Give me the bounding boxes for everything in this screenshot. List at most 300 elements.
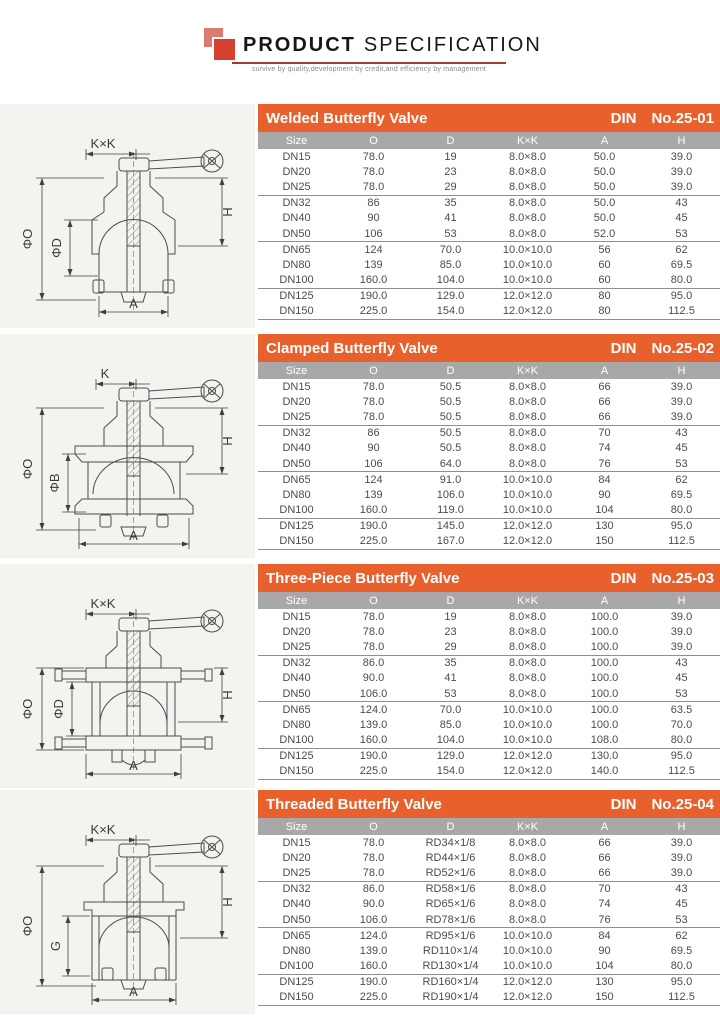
table-row [258, 912, 720, 928]
dim-label-width: A [129, 758, 138, 773]
table-cell: RD34×1/8 [425, 836, 476, 849]
table-row [258, 409, 720, 425]
table-title: Welded Butterfly Valve [266, 109, 428, 127]
table-title-bar [258, 104, 720, 132]
table-cell: 8.0×8.0 [508, 212, 546, 225]
table-cell: 8.0×8.0 [508, 672, 546, 685]
brand-tagline: survive by quality,development by credit,and efficiency by management [251, 66, 487, 73]
dim-label-inner: ΦB [47, 473, 62, 493]
dim-label-width: A [129, 528, 138, 543]
table-cell: 10.0×10.0 [489, 959, 566, 975]
table-cell: DN40 [282, 442, 311, 455]
table-cell: 106.0 [335, 686, 412, 702]
dim-label-width: A [129, 296, 138, 311]
table-cell: 69.5 [670, 944, 693, 957]
table-row [258, 748, 720, 764]
table-cell: RD160×1/4 [422, 976, 479, 989]
table-cell: 50.5 [412, 409, 489, 425]
table-title: Threaded Butterfly Valve [266, 795, 442, 813]
title-underline [232, 62, 506, 64]
brand-header [0, 24, 720, 88]
table-cell: 139 [364, 488, 383, 501]
table-row [258, 959, 720, 975]
table-cell: 50.0 [566, 179, 643, 195]
table-cell: DN100 [258, 959, 335, 975]
table-cell: 10.0×10.0 [502, 718, 553, 731]
table-cell: 45 [675, 442, 688, 455]
table-row [258, 164, 720, 179]
table-cell: DN40 [282, 672, 311, 685]
table-cell: 53 [643, 226, 720, 242]
table-cell: 160.0 [335, 959, 412, 975]
three-piece-valve-drawing [0, 564, 255, 788]
table-cell: 8.0×8.0 [508, 442, 546, 455]
table-cell: 10.0×10.0 [489, 273, 566, 289]
table-row [258, 609, 720, 624]
table-cell: 8.0×8.0 [489, 639, 566, 655]
table-cell: 29 [412, 639, 489, 655]
table-cell: DN25 [258, 639, 335, 655]
table-cell: 35 [444, 197, 457, 210]
table-title-bar [258, 334, 720, 362]
column-header: D [412, 362, 489, 379]
table-cell: 70.0 [670, 718, 693, 731]
table-title-bar [258, 790, 720, 818]
table-cell: 23 [444, 165, 457, 178]
standard-number: No.25-01 [651, 109, 714, 127]
table-cell: 39.0 [643, 865, 720, 881]
table-title: Clamped Butterfly Valve [266, 339, 438, 357]
table-cell: 8.0×8.0 [489, 865, 566, 881]
section-threaded [0, 790, 720, 1014]
table-cell: 66 [598, 380, 611, 393]
table-cell: 95.0 [670, 750, 693, 763]
dim-label-inner: G [48, 940, 63, 952]
table-cell: DN80 [282, 944, 311, 957]
table-cell: DN20 [282, 165, 311, 178]
table-cell: 70.0 [439, 243, 462, 256]
table-cell: 104.0 [412, 733, 489, 749]
table-cell: 39.0 [670, 150, 693, 163]
table-cell: 95.0 [670, 520, 693, 533]
table-cell: 53 [643, 912, 720, 928]
table-cell: 78.0 [335, 639, 412, 655]
table-row [258, 671, 720, 686]
table-row [258, 456, 720, 472]
dim-label-outer: ΦO [20, 698, 35, 720]
table-cell: DN125 [279, 290, 314, 303]
table-cell: 150 [566, 990, 643, 1006]
table-cell: 39.0 [670, 625, 693, 638]
table-cell: 39.0 [670, 380, 693, 393]
table-cell: 100.0 [590, 703, 619, 716]
table-row [258, 425, 720, 441]
table-cell: 112.5 [643, 304, 720, 320]
table-cell: DN150 [258, 304, 335, 320]
dim-label-kk: K×K [90, 136, 116, 151]
table-cell: 78.0 [335, 409, 412, 425]
dim-label-outer: ΦO [20, 228, 35, 250]
table-cell: 10.0×10.0 [502, 488, 553, 501]
table-cell: 50.5 [439, 380, 462, 393]
table-cell: RD44×1/6 [425, 851, 476, 864]
section-three-piece [0, 564, 720, 788]
table-cell: 56 [598, 243, 611, 256]
table-cell: DN65 [282, 703, 311, 716]
table-cell: 8.0×8.0 [489, 226, 566, 242]
column-header: H [643, 592, 720, 609]
page-title-primary: PRODUCT [243, 34, 356, 56]
table-row [258, 655, 720, 671]
threaded-valve-drawing [0, 790, 255, 1014]
table-cell: 10.0×10.0 [502, 243, 553, 256]
table-cell: 8.0×8.0 [508, 610, 546, 623]
table-cell: 225.0 [335, 534, 412, 550]
table-cell: RD95×1/6 [425, 929, 476, 942]
dim-label-height: H [220, 897, 235, 907]
table-row [258, 624, 720, 639]
table-cell: 8.0×8.0 [508, 898, 546, 911]
table-cell: 39.0 [670, 851, 693, 864]
spec-table-clamped [258, 362, 720, 550]
table-cell: 139.0 [359, 718, 388, 731]
table-row [258, 990, 720, 1006]
table-row [258, 273, 720, 289]
table-cell: DN32 [282, 427, 311, 440]
table-cell: 91.0 [439, 473, 462, 486]
table-cell: 139 [364, 258, 383, 271]
column-header: A [566, 362, 643, 379]
table-cell: 45 [675, 898, 688, 911]
table-cell: 130.0 [590, 750, 619, 763]
table-cell: DN20 [282, 395, 311, 408]
table-cell: 86.0 [362, 657, 385, 670]
spec-table-welded [258, 132, 720, 320]
section-welded [0, 104, 720, 328]
table-cell: 12.0×12.0 [502, 976, 553, 989]
table-cell: 124.0 [359, 929, 388, 942]
table-cell: DN40 [282, 898, 311, 911]
table-cell: 150 [566, 534, 643, 550]
table-cell: 130 [595, 520, 614, 533]
table-cell: 62 [675, 929, 688, 942]
table-cell: 154.0 [412, 764, 489, 780]
table-row [258, 733, 720, 749]
table-cell: 190.0 [359, 520, 388, 533]
table-cell: 41 [444, 672, 457, 685]
table-cell: 8.0×8.0 [508, 657, 546, 670]
table-cell: 100.0 [590, 657, 619, 670]
table-cell: 106.0 [335, 912, 412, 928]
table-cell: 10.0×10.0 [502, 473, 553, 486]
table-row [258, 835, 720, 850]
column-header-row [258, 592, 720, 609]
table-cell: 39.0 [670, 165, 693, 178]
table-cell: 50.0 [593, 150, 616, 163]
table-row [258, 717, 720, 732]
dim-label-height: H [220, 207, 235, 217]
table-title: Three-Piece Butterfly Valve [266, 569, 460, 587]
table-cell: DN125 [279, 976, 314, 989]
dim-label-outer: ΦO [20, 915, 35, 937]
table-cell: 8.0×8.0 [508, 165, 546, 178]
table-row [258, 179, 720, 195]
table-cell: 104 [566, 503, 643, 519]
table-cell: 43 [675, 427, 688, 440]
table-cell: 190.0 [359, 750, 388, 763]
column-header: O [335, 132, 412, 149]
section-clamped [0, 334, 720, 558]
table-row [258, 518, 720, 534]
table-cell: 124.0 [359, 703, 388, 716]
table-cell: 106.0 [436, 488, 465, 501]
table-cell: 78.0 [362, 150, 385, 163]
column-header: H [643, 818, 720, 835]
table-cell: 60 [598, 258, 611, 271]
column-header: O [335, 592, 412, 609]
table-cell: 8.0×8.0 [489, 686, 566, 702]
table-cell: RD58×1/6 [425, 883, 476, 896]
table-cell: 80.0 [643, 733, 720, 749]
table-cell: DN25 [258, 409, 335, 425]
table-cell: 53 [643, 456, 720, 472]
standard-number: No.25-02 [651, 339, 714, 357]
table-cell: 8.0×8.0 [508, 836, 546, 849]
table-cell: 100.0 [566, 639, 643, 655]
column-header: D [412, 132, 489, 149]
table-cell: 12.0×12.0 [489, 304, 566, 320]
table-row [258, 288, 720, 304]
table-cell: DN15 [282, 610, 311, 623]
table-cell: 154.0 [412, 304, 489, 320]
table-cell: 8.0×8.0 [489, 456, 566, 472]
table-cell: 129.0 [436, 750, 465, 763]
table-cell: 12.0×12.0 [502, 290, 553, 303]
dim-label-outer: ΦO [20, 458, 35, 480]
table-cell: 45 [675, 672, 688, 685]
table-cell: 78.0 [362, 851, 385, 864]
table-cell: 8.0×8.0 [508, 395, 546, 408]
table-row [258, 897, 720, 912]
table-cell: 76 [566, 456, 643, 472]
column-header: H [643, 132, 720, 149]
table-cell: DN100 [258, 503, 335, 519]
table-cell: 8.0×8.0 [508, 883, 546, 896]
table-cell: 76 [566, 912, 643, 928]
table-cell: 39.0 [643, 179, 720, 195]
table-cell: 69.5 [670, 258, 693, 271]
clamped-valve-drawing [0, 334, 255, 558]
table-cell: DN50 [258, 686, 335, 702]
table-cell: 90 [598, 488, 611, 501]
table-cell: 66 [598, 851, 611, 864]
table-cell: 70 [598, 883, 611, 896]
table-cell: DN40 [282, 212, 311, 225]
table-cell: 78.0 [362, 625, 385, 638]
table-row [258, 441, 720, 456]
table-cell: 12.0×12.0 [489, 764, 566, 780]
column-header: O [335, 362, 412, 379]
table-cell: 108.0 [566, 733, 643, 749]
column-header: D [412, 592, 489, 609]
table-cell: 90 [598, 944, 611, 957]
table-cell: 78.0 [335, 865, 412, 881]
table-row [258, 865, 720, 881]
table-cell: DN20 [282, 625, 311, 638]
table-cell: 35 [444, 657, 457, 670]
table-cell: DN32 [282, 883, 311, 896]
table-cell: 100.0 [590, 672, 619, 685]
table-cell: 84 [598, 473, 611, 486]
table-cell: 100.0 [566, 686, 643, 702]
table-cell: DN80 [282, 488, 311, 501]
table-row [258, 242, 720, 258]
table-cell: 66 [598, 836, 611, 849]
table-cell: 95.0 [670, 290, 693, 303]
table-cell: 62 [675, 243, 688, 256]
table-cell: 90.0 [362, 672, 385, 685]
table-cell: 10.0×10.0 [502, 944, 553, 957]
table-cell: 64.0 [412, 456, 489, 472]
table-cell: DN65 [282, 243, 311, 256]
table-cell: 84 [598, 929, 611, 942]
table-cell: 129.0 [436, 290, 465, 303]
table-cell: DN25 [258, 179, 335, 195]
column-header: A [566, 132, 643, 149]
table-cell: 8.0×8.0 [508, 427, 546, 440]
column-header: D [412, 818, 489, 835]
table-row [258, 195, 720, 211]
dim-label-inner: ΦD [49, 238, 64, 258]
table-cell: 8.0×8.0 [508, 197, 546, 210]
table-row [258, 850, 720, 865]
table-cell: 90 [367, 442, 380, 455]
table-row [258, 149, 720, 164]
table-cell: 86 [367, 197, 380, 210]
table-cell: 86.0 [362, 883, 385, 896]
table-cell: RD130×1/4 [412, 959, 489, 975]
table-row [258, 304, 720, 320]
table-cell: 190.0 [359, 976, 388, 989]
table-row [258, 503, 720, 519]
table-row [258, 881, 720, 897]
column-header: A [566, 592, 643, 609]
table-cell: 12.0×12.0 [502, 750, 553, 763]
table-cell: DN80 [282, 258, 311, 271]
table-row [258, 534, 720, 550]
table-cell: 100.0 [590, 625, 619, 638]
dim-label-height: H [220, 436, 235, 446]
table-cell: 112.5 [643, 764, 720, 780]
table-cell: 63.5 [670, 703, 693, 716]
table-cell: DN50 [258, 912, 335, 928]
table-cell: DN32 [282, 657, 311, 670]
table-row [258, 928, 720, 944]
table-cell: 50.5 [439, 427, 462, 440]
table-cell: RD65×1/6 [425, 898, 476, 911]
table-cell: DN32 [282, 197, 311, 210]
table-cell: 80 [566, 304, 643, 320]
column-header: Size [258, 132, 335, 149]
table-cell: 69.5 [670, 488, 693, 501]
table-cell: 12.0×12.0 [489, 534, 566, 550]
table-cell: DN150 [258, 764, 335, 780]
table-row [258, 702, 720, 718]
column-header: K×K [489, 132, 566, 149]
table-cell: 50.5 [439, 442, 462, 455]
table-cell: 10.0×10.0 [502, 929, 553, 942]
table-row [258, 472, 720, 488]
table-row [258, 226, 720, 242]
page-title [243, 34, 543, 57]
standard-label: DIN [610, 339, 637, 357]
table-cell: 78.0 [362, 610, 385, 623]
table-cell: 10.0×10.0 [502, 258, 553, 271]
table-cell: DN20 [282, 851, 311, 864]
table-cell: 139.0 [359, 944, 388, 957]
standard-label: DIN [610, 569, 637, 587]
table-cell: 225.0 [335, 764, 412, 780]
table-cell: DN15 [282, 150, 311, 163]
table-cell: DN15 [282, 836, 311, 849]
table-cell: 43 [675, 197, 688, 210]
table-cell: 70 [598, 427, 611, 440]
table-cell: 130 [595, 976, 614, 989]
column-header: K×K [489, 818, 566, 835]
table-cell: 66 [598, 395, 611, 408]
table-row [258, 974, 720, 990]
table-cell: DN100 [258, 733, 335, 749]
table-cell: 124 [364, 473, 383, 486]
table-cell: 10.0×10.0 [489, 733, 566, 749]
dim-label-kk: K×K [90, 596, 116, 611]
dim-label-height: H [220, 690, 235, 700]
table-row [258, 487, 720, 502]
column-header: Size [258, 818, 335, 835]
standard-number: No.25-03 [651, 569, 714, 587]
table-cell: 106 [335, 226, 412, 242]
table-cell: 225.0 [335, 990, 412, 1006]
table-cell: 53 [412, 686, 489, 702]
table-cell: 43 [675, 883, 688, 896]
spec-table-threaded [258, 818, 720, 1006]
table-row [258, 379, 720, 394]
table-cell: 19 [444, 150, 457, 163]
table-cell: 160.0 [335, 273, 412, 289]
table-cell: 50.0 [593, 197, 616, 210]
table-cell: 66 [566, 409, 643, 425]
table-cell: DN15 [282, 380, 311, 393]
table-row [258, 764, 720, 780]
table-cell: 66 [566, 865, 643, 881]
table-cell: RD52×1/6 [412, 865, 489, 881]
column-header: Size [258, 592, 335, 609]
dim-label-inner: ΦD [51, 699, 66, 719]
standard-label: DIN [610, 109, 637, 127]
dim-label-kk: K×K [90, 822, 116, 837]
welded-valve-drawing [0, 104, 255, 328]
table-cell: DN80 [282, 718, 311, 731]
table-cell: 140.0 [566, 764, 643, 780]
table-row [258, 943, 720, 958]
table-cell: 160.0 [335, 503, 412, 519]
table-cell: 145.0 [436, 520, 465, 533]
table-cell: 74 [598, 898, 611, 911]
table-cell: 8.0×8.0 [489, 179, 566, 195]
table-cell: 100.0 [590, 610, 619, 623]
table-cell: 78.0 [362, 836, 385, 849]
table-row [258, 211, 720, 226]
